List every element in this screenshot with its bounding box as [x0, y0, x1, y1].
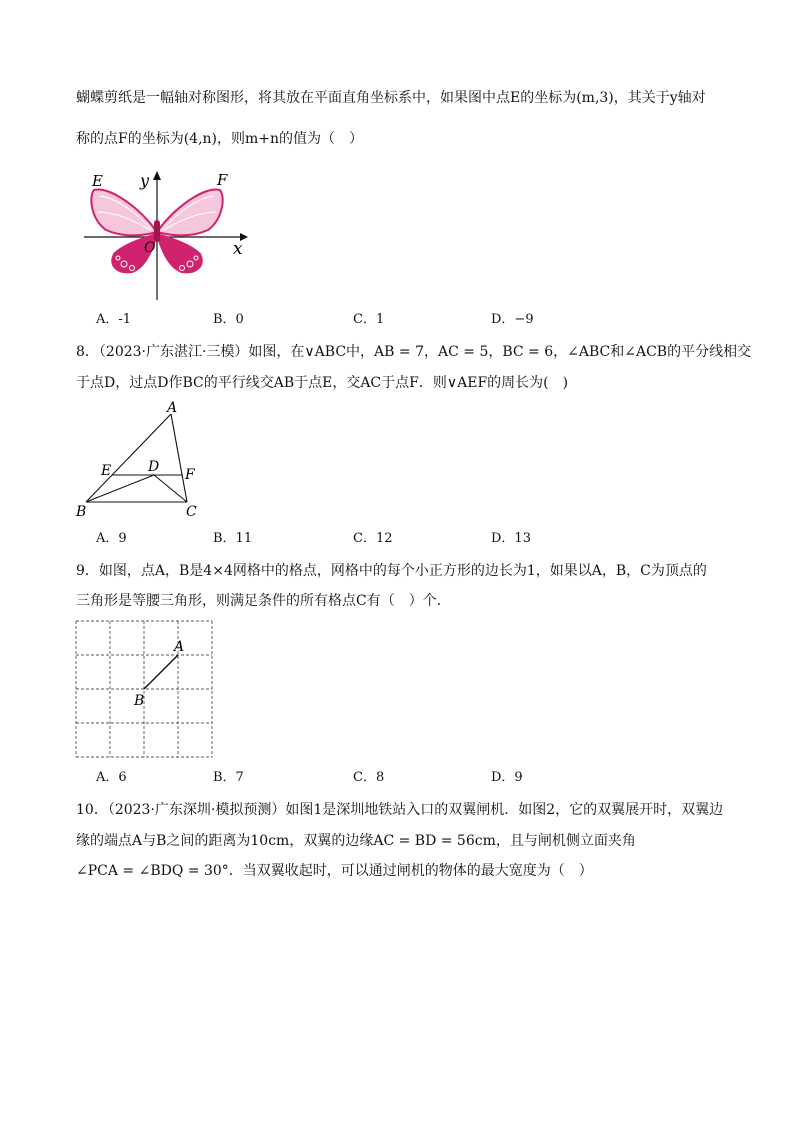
q7-option-a[interactable]: A．-1	[96, 312, 132, 327]
q8-stem-line2: 于点D，过点D作BC的平行线交AB于点E，交AC于点F．则∨AEF的周长为( )	[76, 375, 569, 391]
grid-figure	[74, 619, 216, 761]
q9-option-d[interactable]: D．9	[491, 770, 523, 785]
fig-label-o: O	[144, 240, 156, 256]
segment-ac	[171, 414, 187, 502]
q9-option-a[interactable]: A．6	[96, 770, 127, 785]
segment-ab	[144, 655, 178, 689]
q9-stem-line1: 9．如图，点A，B是4×4网格中的格点，网格中的每个小正方形的边长为1，如果以A，B，C为顶点的	[76, 563, 707, 579]
q10-stem-line3: ∠PCA = ∠BDQ = 30°．当双翼收起时，可以通过闸机的物体的最大宽度为（ ）	[76, 863, 593, 879]
butterfly-figure	[80, 168, 250, 304]
fig-label-e: E	[92, 172, 103, 190]
segment-ab	[86, 414, 171, 502]
fig-label-a: A	[167, 400, 178, 416]
q8-option-c[interactable]: C．12	[353, 531, 393, 546]
q7-stem-line2: 称的点F的坐标为(4,n)，则m+n的值为（ ）	[76, 131, 364, 147]
q10-stem-line2: 缘的端点A与B之间的距离为10cm，双翼的边缘AC = BD = 56cm，且与闸机侧立面夹角	[76, 833, 636, 849]
fig-label-f: F	[185, 467, 195, 483]
fig-label-c: C	[186, 504, 197, 520]
q7-stem-line1: 蝴蝶剪纸是一幅轴对称图形，将其放在平面直角坐标系中，如果图中点E的坐标为(m,3)，其关于y轴对	[76, 90, 706, 106]
fig-label-e: E	[101, 463, 112, 479]
q8-stem-line1: 8．（2023·广东湛江·三模）如图，在∨ABC中，AB = 7，AC = 5，BC = 6，∠ABC和∠ACB的平分线相交	[76, 344, 752, 360]
q9-option-b[interactable]: B．7	[213, 770, 244, 785]
q7-option-b[interactable]: B．0	[213, 312, 244, 327]
fig-label-y: y	[140, 171, 150, 190]
q9-option-c[interactable]: C．8	[353, 770, 385, 785]
q9-stem-line2: 三角形是等腰三角形，则满足条件的所有格点C有（ ）个．	[76, 593, 451, 609]
bisector-cd	[154, 475, 187, 502]
fig-label-f: F	[217, 171, 228, 189]
q10-stem-line1: 10．（2023·广东深圳·模拟预测）如图1是深圳地铁站入口的双翼闸机．如图2，它的双翼展开时，双翼边	[76, 802, 724, 818]
triangle-figure	[72, 400, 212, 524]
q7-option-d[interactable]: D．−9	[491, 312, 534, 327]
y-axis-arrow-icon	[153, 171, 161, 180]
q8-option-a[interactable]: A．9	[96, 531, 127, 546]
bisector-bd	[86, 475, 154, 502]
q7-option-c[interactable]: C．1	[353, 312, 385, 327]
fig-label-a: A	[174, 639, 185, 655]
q8-option-d[interactable]: D．13	[491, 531, 531, 546]
q8-option-b[interactable]: B．11	[213, 531, 253, 546]
fig-label-b: B	[76, 504, 87, 520]
fig-label-d: D	[148, 459, 160, 475]
fig-label-x: x	[233, 239, 243, 259]
fig-label-b: B	[134, 693, 145, 709]
butterfly-body	[154, 220, 160, 242]
